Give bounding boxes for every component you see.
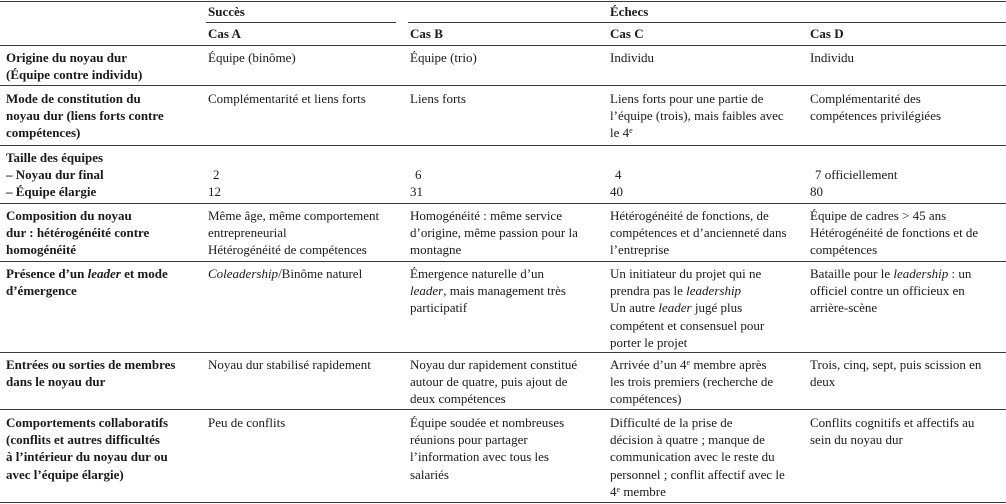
- cell-composition-d: Équipe de cadres > 45 ans Hétérogénéité de fonctions et de compétences: [810, 208, 979, 258]
- top-rule: [0, 1, 1006, 2]
- cell-leadership-c: Un initiateur du projet qui ne prendra pas le leadership Un autre leader jugé plus compétent et consensuel pour porter le projet: [610, 266, 765, 350]
- case-header-a: Cas A: [208, 26, 241, 41]
- case-header-d: Cas D: [810, 26, 844, 41]
- cell-membership-b: Noyau dur rapidement constitué autour de quatre, puis ajout de deux compétences: [410, 357, 578, 407]
- cell-collaboration-c: Difficulté de la prise de décision à quatre ; manque de communication avec le reste du personnel ; conflit affectif avec le 4e membre: [610, 415, 785, 499]
- cell-collaboration-b: Équipe soudée et nombreuses réunions pour partager l’information avec tous les salariés: [410, 415, 565, 482]
- cell-constitution-b: Liens forts: [410, 91, 466, 106]
- cell-leadership-d: Bataille pour le leadership : un officiel contre un officieux en arrière-scène: [810, 266, 972, 316]
- row-rule: [0, 145, 1006, 146]
- row-label-leadership: Présence d’un leader et mode d’émergence: [6, 266, 168, 299]
- row-label-team-size: Taille des équipes – Noyau dur final – Équipe élargie: [6, 150, 104, 200]
- success-group-underline: [206, 22, 396, 23]
- row-label-collaboration: Comportements collaboratifs (conflits et autres difficultés à l’intérieur du noyau dur ou avec l’équipe élargie): [6, 415, 169, 482]
- cell-origin-a: Équipe (binôme): [208, 50, 296, 65]
- cell-leadership-a: Coleadership/Binôme naturel: [208, 266, 363, 281]
- cell-composition-b: Homogénéité : même service d’origine, même passion pour la montagne: [410, 208, 578, 258]
- failure-group-underline: [408, 22, 1006, 23]
- cell-collaboration-a: Peu de conflits: [208, 415, 286, 430]
- row-rule: [0, 352, 1006, 353]
- case-header-c: Cas C: [610, 26, 644, 41]
- row-label-membership: Entrées ou sorties de membres dans le noyau dur: [6, 357, 176, 390]
- header-rule: [0, 45, 1006, 46]
- case-header-b: Cas B: [410, 26, 443, 41]
- cell-leadership-b: Émergence naturelle d’un leader, mais management très participatif: [410, 266, 566, 316]
- bottom-rule: [0, 502, 1006, 503]
- cell-origin-b: Équipe (trio): [410, 50, 477, 65]
- group-header-success: Succès: [208, 4, 245, 19]
- cell-constitution-a: Complémentarité et liens forts: [208, 91, 366, 106]
- cell-core-size-d: 7 officiellement: [815, 167, 898, 182]
- cell-composition-c: Hétérogénéité de fonctions, de compétences et d’ancienneté dans l’entreprise: [610, 208, 787, 258]
- cell-extended-size-a: 12: [208, 184, 221, 199]
- row-label-constitution: Mode de constitution du noyau dur (liens forts contre compétences): [6, 91, 164, 141]
- cell-membership-d: Trois, cinq, sept, puis scission en deux: [810, 357, 982, 390]
- cell-membership-a: Noyau dur stabilisé rapidement: [208, 357, 371, 372]
- cell-origin-c: Individu: [610, 50, 655, 65]
- cell-extended-size-d: 80: [810, 184, 823, 199]
- row-rule: [0, 261, 1006, 262]
- cell-constitution-c: Liens forts pour une partie de l’équipe (trois), mais faibles avec le 4e: [610, 91, 784, 141]
- cell-composition-a: Même âge, même comportement entrepreneurial Hétérogénéité de compétences: [208, 208, 380, 258]
- row-rule: [0, 203, 1006, 204]
- cell-origin-d: Individu: [810, 50, 855, 65]
- cell-membership-c: Arrivée d’un 4e membre après les trois premiers (recherche de compétences): [610, 357, 774, 407]
- group-header-failure: Échecs: [610, 4, 649, 19]
- row-rule: [0, 85, 1006, 86]
- row-label-origin: Origine du noyau dur (Équipe contre individu): [6, 50, 143, 83]
- row-rule: [0, 409, 1006, 410]
- cell-core-size-b: 6: [415, 167, 422, 182]
- cell-core-size-a: 2: [213, 167, 220, 182]
- cell-extended-size-c: 40: [610, 184, 623, 199]
- cell-collaboration-d: Conflits cognitifs et affectifs au sein du noyau dur: [810, 415, 975, 448]
- cell-constitution-d: Complémentarité des compétences privilégiées: [810, 91, 942, 124]
- cell-extended-size-b: 31: [410, 184, 423, 199]
- row-label-composition: Composition du noyau dur : hétérogénéité contre homogénéité: [6, 208, 150, 258]
- cell-core-size-c: 4: [615, 167, 622, 182]
